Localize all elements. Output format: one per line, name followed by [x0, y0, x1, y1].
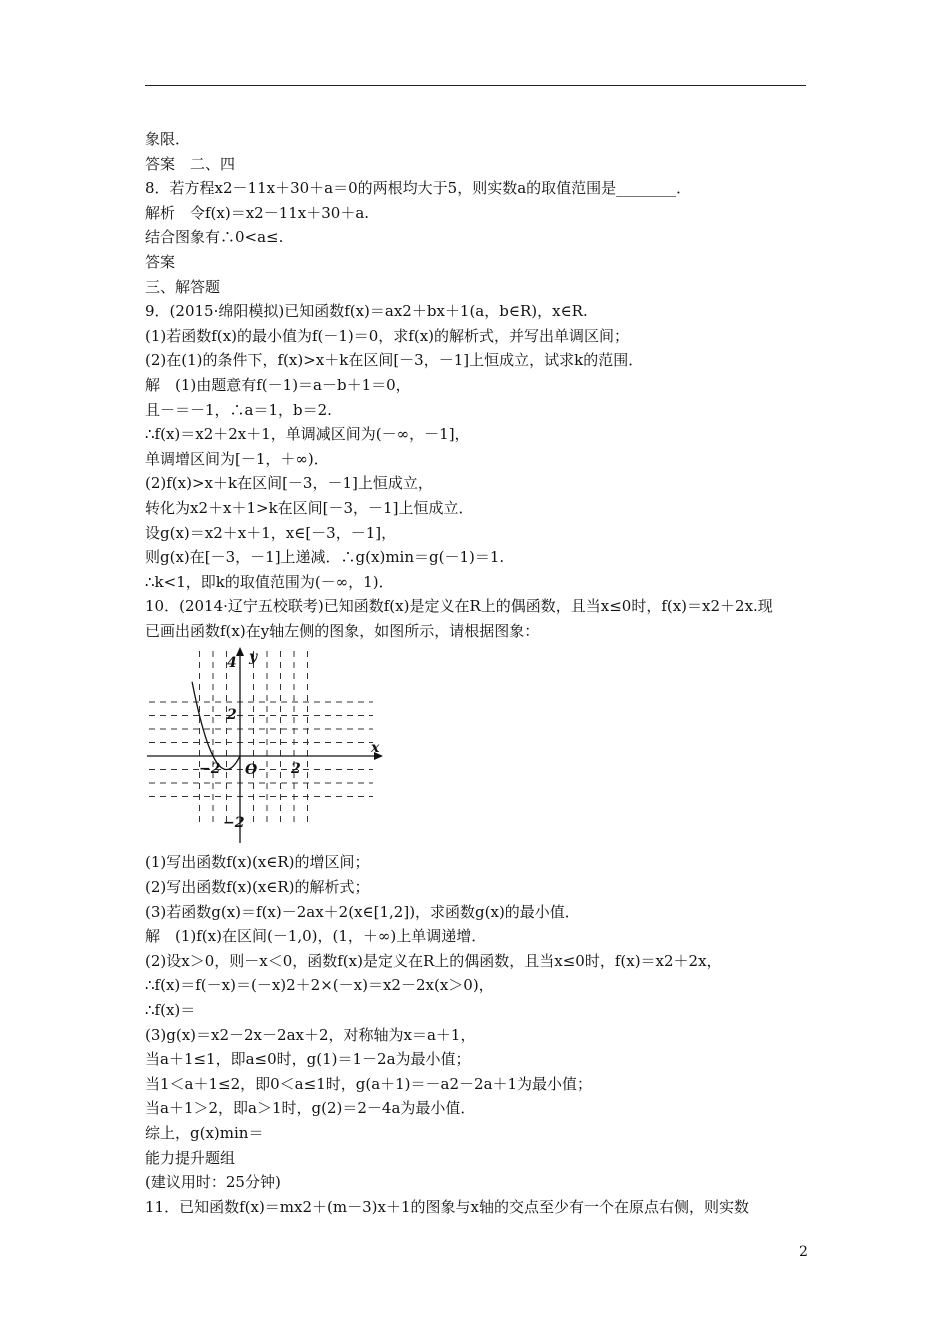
text-line: 转化为x2＋x＋1>k在区间[－3，－1]上恒成立． [145, 498, 474, 517]
header-rule [145, 85, 806, 86]
x-tick-label: −2 [199, 761, 221, 778]
text-line: (1)写出函数f(x)(x∈R)的增区间； [145, 853, 370, 872]
origin-label: O [245, 762, 258, 779]
text-line: 答案 [145, 252, 176, 271]
text-line: (3)g(x)＝x2－2x－2ax＋2，对称轴为x＝a＋1， [145, 1025, 476, 1044]
text-line: 设g(x)＝x2＋x＋1，x∈[－3，－1]， [145, 523, 397, 542]
graph-axes [147, 647, 383, 843]
text-line: ∴f(x)＝x2＋2x＋1，单调减区间为(－∞，－1]， [145, 425, 470, 444]
text-line: (建议用时：25分钟) [145, 1173, 281, 1192]
graph-area [145, 643, 810, 850]
graph-grid [149, 651, 373, 827]
y-axis-arrow [236, 647, 244, 656]
text-line: 且－＝－1，∴a＝1，b＝2. [145, 400, 332, 419]
page-number: 2 [799, 1244, 808, 1260]
y-tick-label: 2 [227, 707, 237, 724]
text-line: 答案 二、四 [145, 154, 236, 173]
text-line: (2)f(x)>x＋k在区间[－3，－1]上恒成立， [145, 474, 433, 493]
text-line: (2)在(1)的条件下，f(x)>x＋k在区间[－3，－1]上恒成立，试求k的范围． [145, 351, 644, 370]
text-before-graph [145, 127, 810, 643]
x-axis-label: x [371, 740, 380, 757]
text-line: ∴f(x)＝ [145, 1001, 196, 1020]
text-line: ∴f(x)＝f(－x)＝(－x)2＋2×(－x)＝x2－2x(x＞0)， [145, 976, 494, 995]
text-line: 三、解答题 [145, 277, 221, 296]
text-line: 则g(x)在[－3，－1]上递减．∴g(x)min＝g(－1)＝1. [145, 548, 505, 567]
text-line: 单调增区间为[－1，＋∞)． [145, 449, 329, 468]
text-line: 8．若方程x2－11x＋30＋a＝0的两根均大于5，则实数a的取值范围是________． [145, 179, 692, 198]
text-line: (2)写出函数f(x)(x∈R)的解析式； [145, 878, 370, 897]
x-tick-label: 2 [291, 761, 301, 778]
text-line: 能力提升题组 [145, 1148, 236, 1167]
document-body [145, 127, 810, 1219]
text-line: 综上，g(x)min＝ [145, 1124, 264, 1142]
text-line: (3)若函数g(x)＝f(x)－2ax＋2(x∈[1,2])，求函数g(x)的最小值． [145, 902, 580, 921]
text-line: 解析 令f(x)＝x2－11x＋30＋a. [145, 203, 370, 222]
text-line: 已画出函数f(x)在y轴左侧的图象，如图所示，请根据图象： [145, 621, 540, 640]
text-line: 11．已知函数f(x)＝mx2＋(m－3)x＋1的图象与x轴的交点至少有一个在原点右侧，则实数 [145, 1197, 749, 1216]
text-line: 当a＋1＞2，即a＞1时，g(2)＝2－4a为最小值． [145, 1099, 476, 1118]
text-after-graph [145, 850, 810, 1219]
y-tick-label: 4 [227, 655, 237, 672]
text-line: 10．(2014·辽宁五校联考)已知函数f(x)是定义在R上的偶函数，且当x≤0时，f(x)＝x2＋2x.现 [145, 597, 773, 616]
text-line: 当a＋1≤1，即a≤0时，g(1)＝1－2a为最小值； [145, 1050, 471, 1069]
function-graph [145, 647, 385, 847]
text-line: 9．(2015·绵阳模拟)已知函数f(x)＝ax2＋bx＋1(a，b∈R)，x∈R. [145, 302, 588, 321]
text-line: (1)若函数f(x)的最小值为f(－1)＝0，求f(x)的解析式，并写出单调区间； [145, 326, 630, 345]
text-line: 象限． [145, 130, 191, 148]
text-line: ∴k<1，即k的取值范围为(－∞，1)． [145, 572, 394, 591]
y-axis-label: y [249, 649, 258, 666]
y-tick-label: −2 [223, 815, 245, 832]
text-line: 结合图象有∴0<a≤. [145, 228, 284, 247]
text-line: (2)设x＞0，则－x＜0，函数f(x)是定义在R上的偶函数，且当x≤0时，f(x)＝x2＋2x， [145, 951, 722, 970]
text-line: 解 (1)由题意有f(－1)＝a－b＋1＝0， [145, 375, 411, 394]
text-line: 当1＜a＋1≤2，即0＜a≤1时，g(a＋1)＝－a2－2a＋1为最小值； [145, 1074, 593, 1093]
text-line: 解 (1)f(x)在区间(－1,0)，(1，＋∞)上单调递增． [145, 927, 487, 946]
